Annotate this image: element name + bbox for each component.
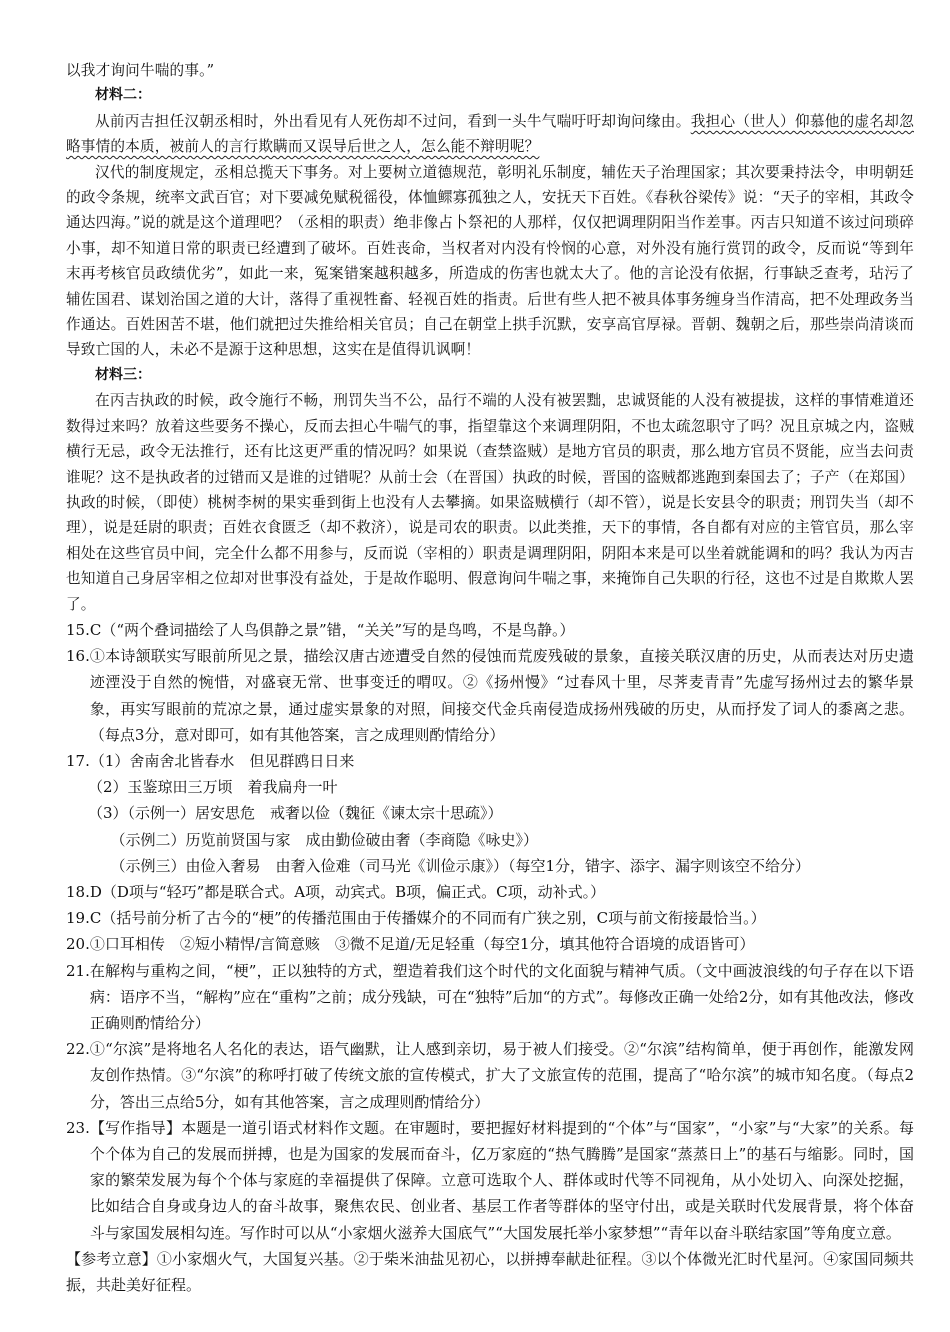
answer-text: D（D项与“轻巧”都是联合式。A项，动宾式。B项，偏正式。C项，动补式。） (89, 882, 606, 901)
question-number: 17. (66, 751, 90, 770)
answer-22 (66, 1036, 914, 1115)
material-2-p1-plain: 从前丙吉担任汉朝丞相时，外出看见有人死伤却不过问，看到一头牛气喘吁吁却询问缘由。 (95, 112, 691, 130)
material-2-heading: 材料二： (95, 87, 151, 104)
material-2-p1-wavy-underline: 我担心（世人）仰慕他的虚名却忽略事情的本质，被前人的言行欺瞒而又误导后世之人，怎么能不辩明呢？ (66, 112, 914, 156)
answer-17-line-2: （2）玉鉴琼田三万顷 着我扁舟一叶 (88, 778, 338, 797)
material-3-heading: 材料三： (95, 366, 151, 383)
question-number: 20. (66, 935, 90, 954)
answer-23-reference-ideas: 【参考立意】①小家烟火气，大国复兴基。②于柴米油盐见初心，以拼搏奉献赴征程。③以个体微光汇时代星河。④家国同频共振，共赴美好征程。 (66, 1249, 914, 1295)
answer-text: C（“两个叠词描绘了人鸟俱静之景”错，“关关”写的是鸟鸣，不是鸟静。） (89, 620, 575, 639)
answer-text: ①本诗颔联实写眼前所见之景，描绘汉唐古迹遭受自然的侵蚀而荒废残破的景象，直接关联汉唐的历史，从而表达对历史遗迹湮没于自然的惋惜，对盛衰无常、世事变迁的喟叹。②《扬州慢》“过春风十里，尽荠麦青青”先虚写扬州过去的繁华景象，再实写眼前的荒凉之景，通过虚实景象的对照，间接交代金兵南侵造成扬州残破的历史，从而抒发了词人的黍离之悲。（每点3分，意对即可，如有其他答案，言之成理则酌情给分） (89, 647, 914, 744)
question-number: 15. (66, 620, 90, 639)
answer-16 (66, 643, 914, 748)
answer-text: C（括号前分析了古今的“梗”的传播范围由于传播媒介的不同而有广狭之别，C项与前文衔接最恰当。） (89, 909, 766, 928)
answer-text: （1）舍南舍北皆春水 但见群鸥日日来 (89, 751, 355, 770)
answer-23 (66, 1115, 914, 1246)
material-2-paragraph-1 (66, 109, 914, 160)
question-number: 22. (66, 1040, 90, 1059)
answer-text: 【写作指导】本题是一道引语式材料作文题。在审题时，要把握好材料提到的“个体”与“国家”，“小家”与“大家”的关系。每个个体为自己的发展而拼搏，也是为国家的发展而奋斗，亿万家庭的“热气腾腾”是国家“蒸蒸日上”的基石与缩影。同时，国家的繁荣发展为每个个体与家庭的幸福提供了保障。立意可选取个人、群体或时代等不同视角，从小处切入、向深处挖掘，比如结合自身或身边人的奋斗故事，聚焦农民、创业者、基层工作者等群体的坚守付出，或是关联时代发展背景，将个体奋斗与家国发展相勾连。写作时可以从“小家烟火滋养大国底气”“大国发展托举小家梦想”“青年以奋斗联结家国”等角度立意。 (89, 1118, 914, 1242)
answer-19 (66, 905, 914, 931)
answer-17-line-3: （3）（示例一）居安思危 戒奢以俭（魏征《谏太宗十思疏》） (88, 804, 503, 823)
answer-text: ①口耳相传 ②短小精悍/言简意赅 ③微不足道/无足轻重（每空1分，填其他符合语境的成语皆可） (89, 935, 755, 954)
answer-page (66, 58, 914, 1298)
question-number: 18. (66, 882, 90, 901)
question-number: 23. (66, 1118, 90, 1137)
material-2-paragraph-2: 汉代的制度规定，丞相总揽天下事务。对上要树立道德规范，彰明礼乐制度，辅佐天子治理国家；其次要秉持法令，申明朝廷的政令条规，统率文武百官；对下要减免赋税徭役，体恤鳏寡孤独之人，安抚天下百姓。《春秋谷梁传》说：“天子的宰相，其政令通达四海。”说的就是这个道理吧？（丞相的职责）绝非像占卜祭祀的人那样，仅仅把调理阴阳当作差事。丙吉只知道不该过问琐碎小事，却不知道日常的职责已经遭到了破坏。百姓丧命，当权者对内没有怜悯的心意，对外没有施行赏罚的政令，反而说“等到年末再考核官员政绩优劣”，如此一来，冤案错案越积越多，所造成的伤害也就太大了。他的言论没有依据，行事缺乏查考，玷污了辅佐国君、谋划治国之道的大计，落得了重视牲畜、轻视百姓的指责。后世有些人把不被具体事务缠身当作清高，把不处理政务当作通达。百姓困苦不堪，他们就把过失推给相关官员；自己在朝堂上拱手沉默，安享高官厚禄。晋朝、魏朝之后，那些崇尚清谈而导致亡国的人，未必不是源于这种思想，这实在是值得讥讽啊！ (66, 163, 914, 359)
answer-21 (66, 958, 914, 1037)
answer-text: ①“尔滨”是将地名人名化的表达，语气幽默，让人感到亲切，易于被人们接受。②“尔滨”结构简单，便于再创作，能激发网友创作热情。③“尔滨”的称呼打破了传统文旅的宣传模式，扩大了文旅宣传的范围，提高了“哈尔滨”的城市知名度。（每点2分，答出三点给5分，如有其他答案，言之成理则酌情给分） (89, 1040, 914, 1111)
answer-15 (66, 617, 914, 643)
answer-20 (66, 931, 914, 957)
answer-text: 在解构与重构之间，“梗”，正以独特的方式，塑造着我们这个时代的文化面貌与精神气质。（文中画波浪线的句子存在以下语病：语序不当，“解构”应在“重构”之前；成分残缺，可在“独特”后加“的方式”。每修改正确一处给2分，如有其他改法，修改正确则酌情给分） (89, 961, 914, 1032)
answer-18 (66, 879, 914, 905)
question-number: 16. (66, 647, 90, 666)
answer-17 (66, 748, 914, 774)
question-number: 21. (66, 961, 90, 980)
intro-tail: 以我才询问牛喘的事。” (66, 62, 215, 79)
answer-17-line-5: （示例三）由俭入奢易 由奢入俭难（司马光《训俭示康》）（每空1分，错字、添字、漏字则该空不给分） (88, 856, 811, 875)
question-number: 19. (66, 909, 90, 928)
answer-17-line-4: （示例二）历览前贤国与家 成由勤俭破由奢（李商隐《咏史》） (88, 830, 539, 849)
material-3-paragraph: 在丙吉执政的时候，政令施行不畅，刑罚失当不公，品行不端的人没有被罢黜，忠诚贤能的人没有被提拔，这样的事情难道还数得过来吗？放着这些要务不操心，反而去担心牛喘气的事，指望靠这个来调理阴阳，不也太疏忽职守了吗？况且京城之内，盗贼横行无忌，政令无法推行，还有比这更严重的情况吗？如果说（查禁盗贼）是地方官员的职责，那么地方官员不贤能，应当去问责谁呢？这不是执政者的过错而又是谁的过错呢？从前士会（在晋国）执政的时候，晋国的盗贼都逃跑到秦国去了；子产（在郑国）执政的时候，（即使）桃树李树的果实垂到街上也没有人去攀摘。如果盗贼横行（却不管），说是长安县令的职责；刑罚失当（却不理），说是廷尉的职责；百姓衣食匮乏（却不救济），说是司农的职责。以此类推，天下的事情，各自都有对应的主管官员，那么宰相处在这些官员中间，完全什么都不用参与，反而说（宰相的）职责是调理阴阳，阴阳本来是可以坐着就能调和的吗？我认为丙吉也知道自己身居宰相之位却对世事没有益处，于是故作聪明、假意询问牛喘之事，来掩饰自己失职的行径，这也不过是自欺欺人罢了。 (66, 392, 914, 613)
